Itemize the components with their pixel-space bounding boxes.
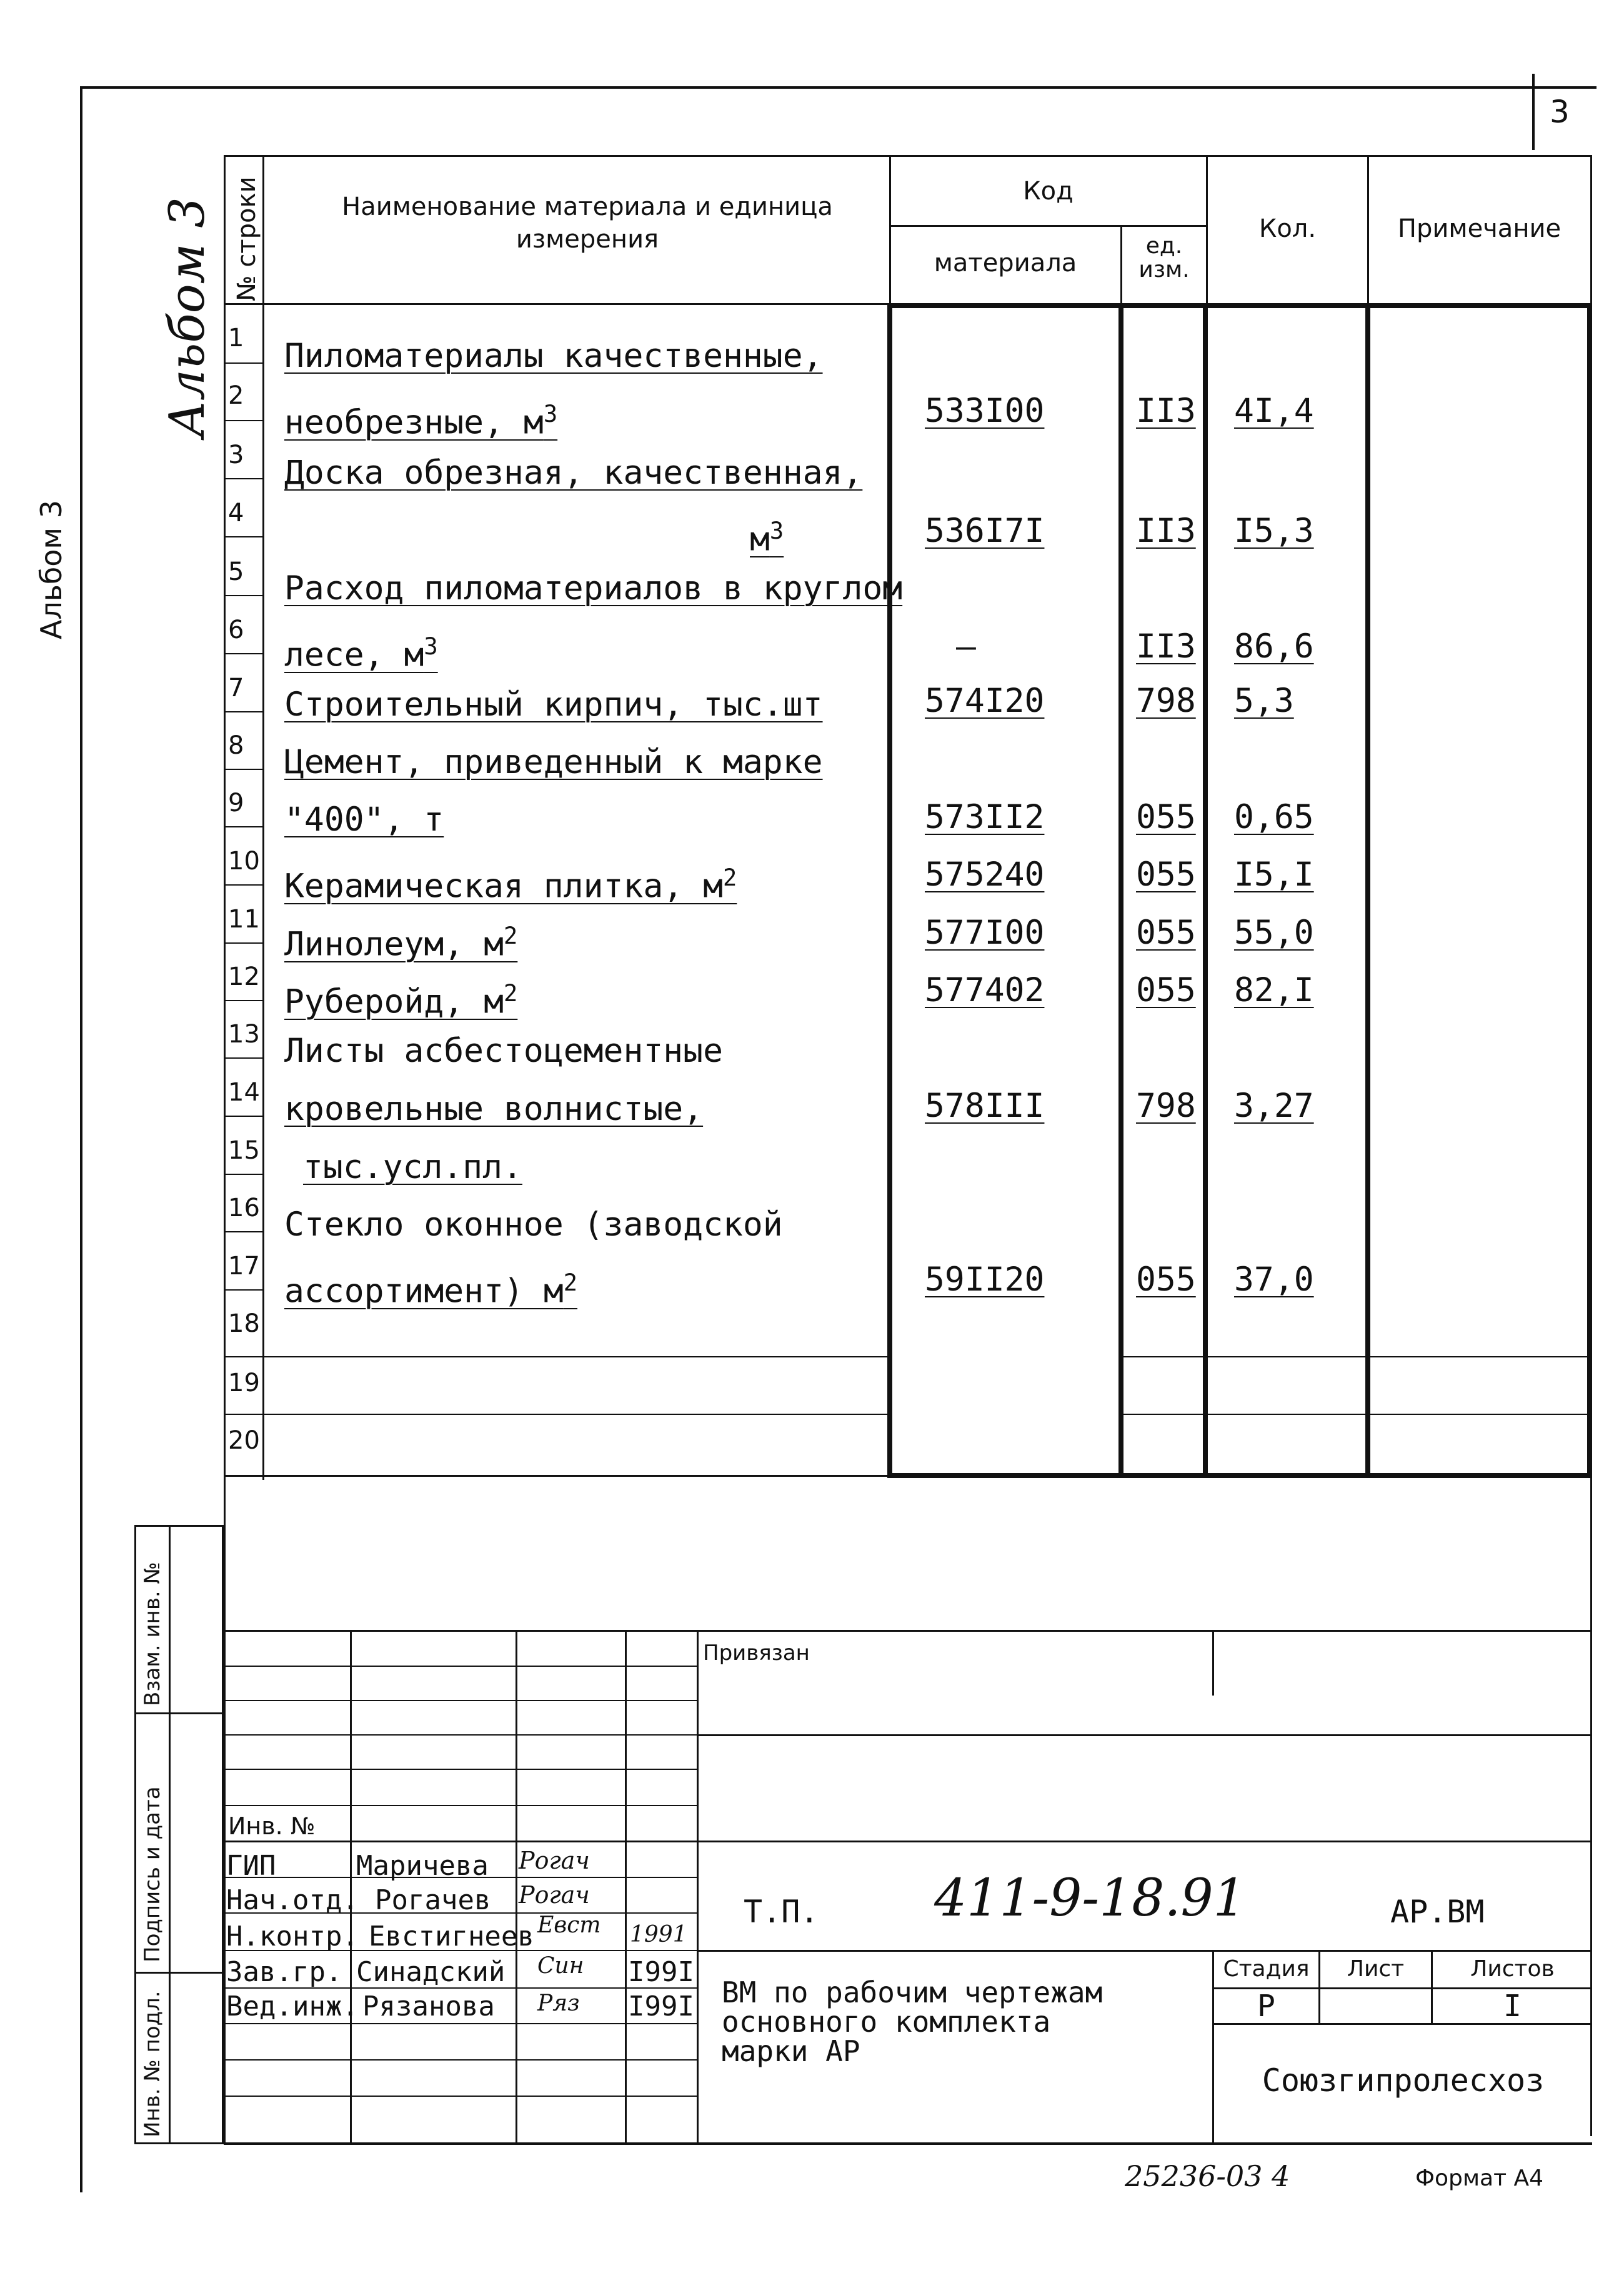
row-number: 9 <box>228 789 244 817</box>
tb-description-3: марки АР <box>722 2034 860 2068</box>
rownum-separator <box>224 711 264 712</box>
row-unit: 055 <box>1136 798 1196 836</box>
row-code: 59II20 <box>925 1261 1045 1299</box>
row-number: 15 <box>228 1136 260 1165</box>
tb-grid <box>224 2023 697 2024</box>
row-number: 16 <box>228 1194 260 1222</box>
row-name: Керамическая плитка, $м^2$ <box>284 864 737 906</box>
tb-grid <box>224 1841 697 1842</box>
row-unit: II3 <box>1136 627 1196 666</box>
row-number: 5 <box>228 557 244 586</box>
tb-signature: Рогач <box>519 1847 590 1874</box>
row-name: тыс.усл.пл. <box>303 1148 522 1186</box>
side-stamp-bottom <box>134 2142 224 2144</box>
row-name: Расход пиломатериалов в круглом <box>284 569 903 607</box>
tb-grid <box>224 1666 697 1667</box>
rownum-separator <box>224 1057 264 1059</box>
row-name: ассортимент) $м^2$ <box>284 1269 578 1311</box>
tb-signature: Син <box>537 1953 584 1979</box>
row-unit: 055 <box>1136 856 1196 894</box>
table-left-line <box>224 155 226 1480</box>
tb-col-sign <box>516 1630 517 2144</box>
tb-date: 1991 <box>630 1922 687 1947</box>
row-code: 575240 <box>925 856 1045 894</box>
tb-mid-vert <box>697 1630 699 2144</box>
tb-privyazan: Привязан <box>703 1641 810 1666</box>
row-qty: 86,6 <box>1234 627 1314 666</box>
row-qty: 3,27 <box>1234 1087 1314 1125</box>
rownum-separator <box>224 826 264 827</box>
row-name: кровельные волнистые, <box>284 1090 704 1128</box>
album-side-label: Альбом 3 <box>34 500 68 640</box>
rownum-col-line <box>262 155 264 1480</box>
rownum-separator <box>224 420 264 421</box>
row-name: Пиломатериалы качественные, <box>284 337 823 375</box>
row-number: 1 <box>228 324 244 352</box>
rownum-separator <box>224 942 264 944</box>
row-qty: 5,3 <box>1234 682 1294 720</box>
tb-sheets-value: I <box>1503 1989 1522 2024</box>
footer-inventory: 25236-03 4 <box>1125 2159 1290 2193</box>
row-unit: II3 <box>1136 512 1196 550</box>
tb-organization: Союзгипролесхоз <box>1262 2062 1545 2099</box>
row-name: Строительный кирпич, тыс.шт <box>284 686 823 724</box>
row-line <box>262 1356 889 1357</box>
row-unit: 055 <box>1136 1261 1196 1299</box>
tb-tp-label: Т.П. <box>744 1894 819 1930</box>
row-name: Руберойд, $м^2$ <box>284 980 518 1021</box>
page-number-box-line <box>1532 74 1535 150</box>
row-qty: 37,0 <box>1234 1261 1314 1299</box>
row-code: 577402 <box>925 971 1045 1009</box>
row-unit: 798 <box>1136 1087 1196 1125</box>
hdr-row-no: № строки <box>232 176 261 301</box>
side-stamp-podpis: Подпись и дата <box>140 1786 165 1962</box>
side-stamp-inv-podl: Инв. № подл. <box>140 1991 165 2137</box>
row-name: Стекло оконное (заводской <box>284 1206 783 1244</box>
row-name: Листы асбестоцементные <box>284 1032 723 1070</box>
row-code: 533I00 <box>925 392 1045 430</box>
tb-bottom <box>224 2142 1592 2145</box>
table-top-line <box>224 155 1592 157</box>
tb-sheet-label: Лист <box>1347 1956 1405 1982</box>
tb-role: ГИП <box>226 1850 276 1882</box>
rownum-separator <box>224 595 264 596</box>
rownum-separator <box>224 362 264 364</box>
tb-description-1: ВМ по рабочим чертежам <box>722 1976 1103 2009</box>
rownum-separator <box>224 769 264 770</box>
row-number: 18 <box>228 1309 260 1338</box>
row-name: лесе, $м^3$ <box>284 633 438 674</box>
tb-grid <box>224 1769 697 1770</box>
tb-top <box>224 1630 1592 1632</box>
tb-stage-value: Р <box>1257 1989 1275 2024</box>
tb-description-2: основного комплекта <box>722 2005 1051 2039</box>
row-unit: 798 <box>1136 682 1196 720</box>
tb-grid <box>224 1805 697 1806</box>
footer-format: Формат А4 <box>1415 2166 1544 2191</box>
row-code: 574I20 <box>925 682 1045 720</box>
body-qty-left <box>1203 303 1208 1478</box>
rownum-separator <box>224 1000 264 1001</box>
tb-doc-code: АР.ВМ <box>1390 1894 1485 1930</box>
row-line <box>262 1414 889 1415</box>
tb-signature: Евст <box>537 1912 601 1938</box>
tb-grid <box>224 1734 697 1736</box>
side-stamp-sep2 <box>134 1972 224 1974</box>
rownum-separator <box>224 653 264 654</box>
row-qty: 82,I <box>1234 971 1314 1009</box>
rownum-separator <box>224 1116 264 1117</box>
row-unit: 055 <box>1136 971 1196 1009</box>
row-number: 2 <box>228 381 244 410</box>
row-number: 7 <box>228 674 244 702</box>
side-stamp-left <box>134 1525 136 2144</box>
row-number: 11 <box>228 905 260 934</box>
row-number: 19 <box>228 1369 260 1397</box>
rownum-separator <box>224 1289 264 1291</box>
frame-top-line <box>81 86 1597 89</box>
rownum-separator <box>224 536 264 537</box>
row-number: 20 <box>228 1426 260 1455</box>
tb-person: Синадский <box>356 1956 506 1988</box>
frame-left-line <box>80 86 82 2192</box>
row-name: $м^3$ <box>750 517 784 559</box>
tb-grid <box>224 2096 697 2097</box>
tb-inv-no: Инв. № <box>228 1812 316 1840</box>
rownum-separator <box>224 1414 264 1415</box>
hdr-qty: Кол. <box>1258 214 1317 243</box>
row-number: 12 <box>228 962 260 991</box>
side-stamp-inner <box>169 1525 171 2144</box>
row-qty: I5,I <box>1234 856 1314 894</box>
row-code: 577I00 <box>925 914 1045 952</box>
side-stamp-sep1 <box>134 1712 224 1714</box>
tb-signature: Рогач <box>519 1881 590 1909</box>
row-code: – <box>956 627 976 666</box>
row-name: необрезные, $м^3$ <box>284 401 558 442</box>
rownum-separator <box>224 1174 264 1175</box>
row-code: 578III <box>925 1087 1045 1125</box>
tb-date: I99I <box>628 1956 694 1988</box>
row-number: 17 <box>228 1252 260 1281</box>
tb-stage-label: Стадия <box>1223 1956 1310 1982</box>
tb-person: Рогачев <box>375 1884 491 1916</box>
row-number: 4 <box>228 499 244 527</box>
side-stamp-top <box>134 1525 224 1527</box>
tb-role: Зав.гр. <box>226 1956 342 1988</box>
rownum-separator <box>224 1231 264 1232</box>
tb-left <box>224 1475 226 2144</box>
tb-line-b <box>697 1841 1592 1842</box>
tb-date: I99I <box>628 1991 694 2022</box>
rownum-separator <box>224 478 264 479</box>
row-sep <box>224 303 889 305</box>
hdr-name: Наименование материала и единица измерения <box>342 192 833 254</box>
tb-role: Вед.инж. <box>226 1991 359 2022</box>
tb-line-a <box>697 1734 1592 1736</box>
rownum-separator <box>224 884 264 886</box>
row-qty: 55,0 <box>1234 914 1314 952</box>
tb-person: Евстигнеев <box>369 1921 534 1952</box>
album-label: Альбом 3 <box>159 197 216 437</box>
row-qty: 4I,4 <box>1234 392 1314 430</box>
side-stamp-vzam: Взам. инв. № <box>140 1562 165 1706</box>
body-unit-left <box>1118 303 1123 1478</box>
row-number: 3 <box>228 441 244 469</box>
tb-role: Н.контр. <box>226 1921 359 1952</box>
row-number: 13 <box>228 1020 260 1049</box>
row-number: 8 <box>228 731 244 760</box>
hdr-unit: ед. изм. <box>1138 233 1190 282</box>
tb-grid <box>224 1700 697 1701</box>
rownum-separator <box>224 1356 264 1357</box>
tb-person: Рязанова <box>362 1991 495 2022</box>
row-unit: 055 <box>1136 914 1196 952</box>
row-number: 14 <box>228 1078 260 1107</box>
tb-signature: Ряз <box>537 1991 580 2016</box>
row-code: 573II2 <box>925 798 1045 836</box>
row-qty: 0,65 <box>1234 798 1314 836</box>
hdr-note: Примечание <box>1397 214 1562 243</box>
tb-col-date <box>625 1630 627 2144</box>
tb-grid <box>224 2059 697 2061</box>
page-number: 3 <box>1550 94 1570 130</box>
tb-project-no: 411-9-18.91 <box>934 1869 1246 1928</box>
row-name: "400", т <box>284 801 444 839</box>
tb-line-c <box>697 1950 1592 1952</box>
hdr-code-split <box>889 225 1207 227</box>
tb-person: Маричева <box>356 1850 489 1882</box>
tb-privyazan-split <box>1212 1630 1214 1696</box>
hdr-code: Код <box>1023 177 1074 206</box>
body-note-left <box>1365 303 1370 1478</box>
hdr-material: материала <box>934 249 1077 277</box>
row-line <box>1123 1414 1592 1415</box>
row-unit: II3 <box>1136 392 1196 430</box>
row-number: 6 <box>228 616 244 644</box>
tb-sheets-label: Листов <box>1470 1956 1555 1982</box>
row-name: Доска обрезная, качественная, <box>284 454 863 492</box>
table-bottom-line <box>224 1475 1592 1477</box>
row-name: Цемент, приведенный к марке <box>284 743 823 781</box>
row-qty: I5,3 <box>1234 512 1314 550</box>
row-number: 10 <box>228 847 260 876</box>
row-code: 536I7I <box>925 512 1045 550</box>
tb-role: Нач.отд. <box>226 1884 359 1916</box>
row-line <box>1123 1356 1592 1357</box>
row-name: Линолеум, $м^2$ <box>284 922 518 964</box>
